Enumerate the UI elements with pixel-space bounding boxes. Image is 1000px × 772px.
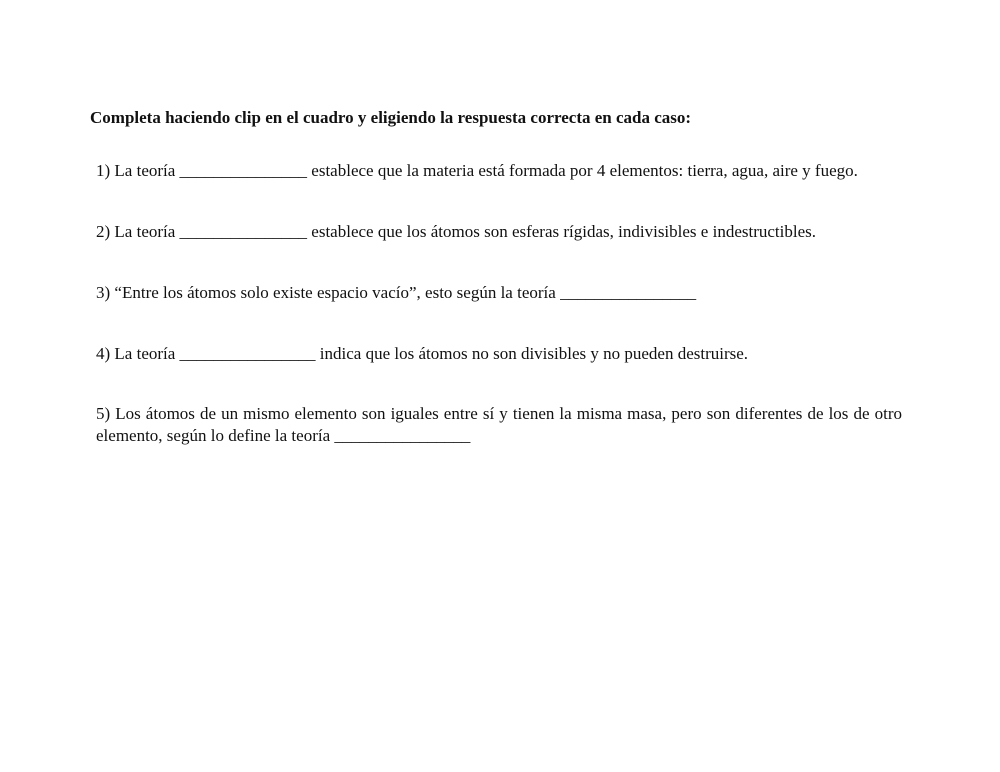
question-3-text-before: 3) “Entre los átomos solo existe espacio vacío”, esto según la teoría [96,283,561,302]
question-2-text-after: establece que los átomos son esferas rígidas, indivisibles e indestructibles. [307,222,816,241]
question-4-text-after: indica que los átomos no son divisibles y no pueden destruirse. [315,344,749,363]
question-5 [96,403,902,447]
question-4 [96,343,748,365]
question-4-text-before: 4) La teoría [96,344,180,363]
question-1 [96,160,858,182]
question-5-answer-blank[interactable]: ________________ [334,426,471,445]
question-5-text-before: 5) Los átomos de un mismo elemento son iguales entre sí y tienen la misma masa, pero son diferentes de los de otro elemento, según lo define la teoría [96,404,902,445]
question-4-answer-blank[interactable]: ________________ [179,344,316,363]
question-2-text-before: 2) La teoría [96,222,180,241]
question-1-text-before: 1) La teoría [96,161,180,180]
instruction-heading: Completa haciendo clip en el cuadro y eligiendo la respuesta correcta en cada caso: [90,108,692,127]
question-3 [96,282,696,304]
question-2-answer-blank[interactable]: _______________ [179,222,308,241]
question-1-answer-blank[interactable]: _______________ [179,161,308,180]
question-2 [96,221,816,243]
question-1-text-after: establece que la materia está formada por 4 elementos: tierra, agua, aire y fuego. [307,161,858,180]
question-3-answer-blank[interactable]: ________________ [560,283,697,302]
